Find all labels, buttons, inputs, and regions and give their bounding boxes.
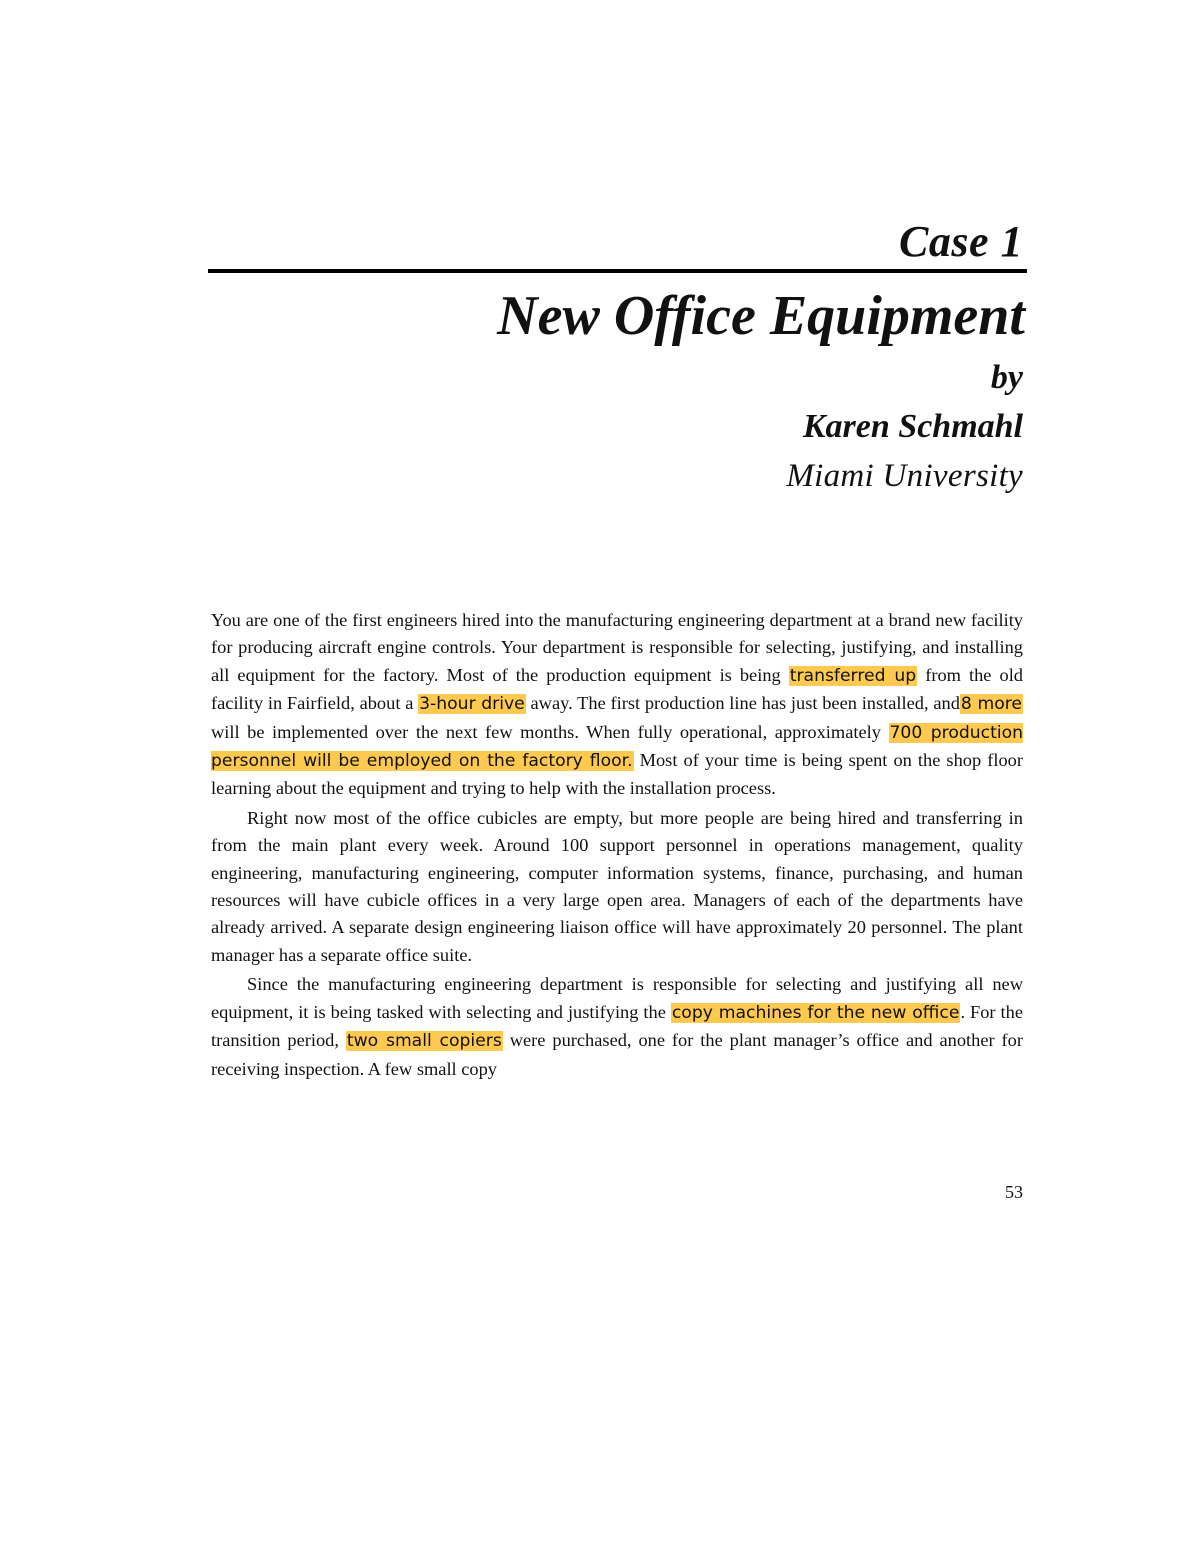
text-run: from the old facility in Fairfield, about a	[211, 664, 1023, 714]
byline: by	[990, 359, 1023, 396]
highlight-700-personnel[interactable]: 700 production personnel will be employed on the factory floor.	[211, 722, 1024, 772]
text-run: Since the manufacturing engineering department is responsible for selecting and justifying all new equipment, it is being tasked with selecting and justifying the	[211, 974, 1023, 1022]
paragraph-1	[211, 607, 1023, 803]
page-number: 53	[1005, 1182, 1023, 1202]
paragraph-3	[211, 971, 1023, 1083]
text-run: away. The first production line has just been installed, and	[525, 693, 960, 714]
case-label: Case 1	[899, 217, 1023, 266]
paragraph-2: Right now most of the office cubicles are empty, but more people are being hired and transferring in from the main plant every week. Around 100 support personnel in operations management, quality engineering, manufacturing engineering, computer information systems, finance, purchasing, and human resources will have cubicle offices in a very large open area. Managers of each of the departments have already arrived. A separate design engineering liaison office will have approximately 20 personnel. The plant manager has a separate office suite.	[211, 807, 1023, 965]
highlight-two-small-copiers[interactable]: two small copiers	[346, 1031, 502, 1052]
text-run: You are one of the first engineers hired into the manufacturing engineering department at a brand new facility for producing aircraft engine controls. Your department is responsible for selecting, justifying, and installing all equipment for the factory. Most of the production equipment is being	[211, 610, 1023, 685]
body-text	[211, 607, 1023, 1085]
highlight-3-hour-drive[interactable]: 3-hour drive	[419, 694, 525, 715]
text-run: Most of your time is being spent on the shop floor learning about the equipment and trying to help with the installation process.	[211, 750, 1023, 799]
chapter-title: New Office Equipment	[497, 285, 1025, 347]
highlight-8-more[interactable]: 8 more	[960, 694, 1022, 715]
header-rule	[208, 269, 1027, 273]
author-name: Karen Schmahl	[802, 408, 1023, 445]
highlight-copy-machines[interactable]: copy machines for the new office	[671, 1002, 960, 1023]
text-run: will be implemented over the next few months. When fully operational, approximately	[211, 721, 889, 742]
text-run: were purchased, one for the plant manager’s office and another for receiving inspection. A few small copy	[211, 1030, 1023, 1079]
highlight-transferred-up[interactable]: transferred up	[789, 665, 917, 686]
author-affiliation: Miami University	[786, 458, 1023, 494]
text-run: . For the transition period,	[211, 1001, 1023, 1051]
